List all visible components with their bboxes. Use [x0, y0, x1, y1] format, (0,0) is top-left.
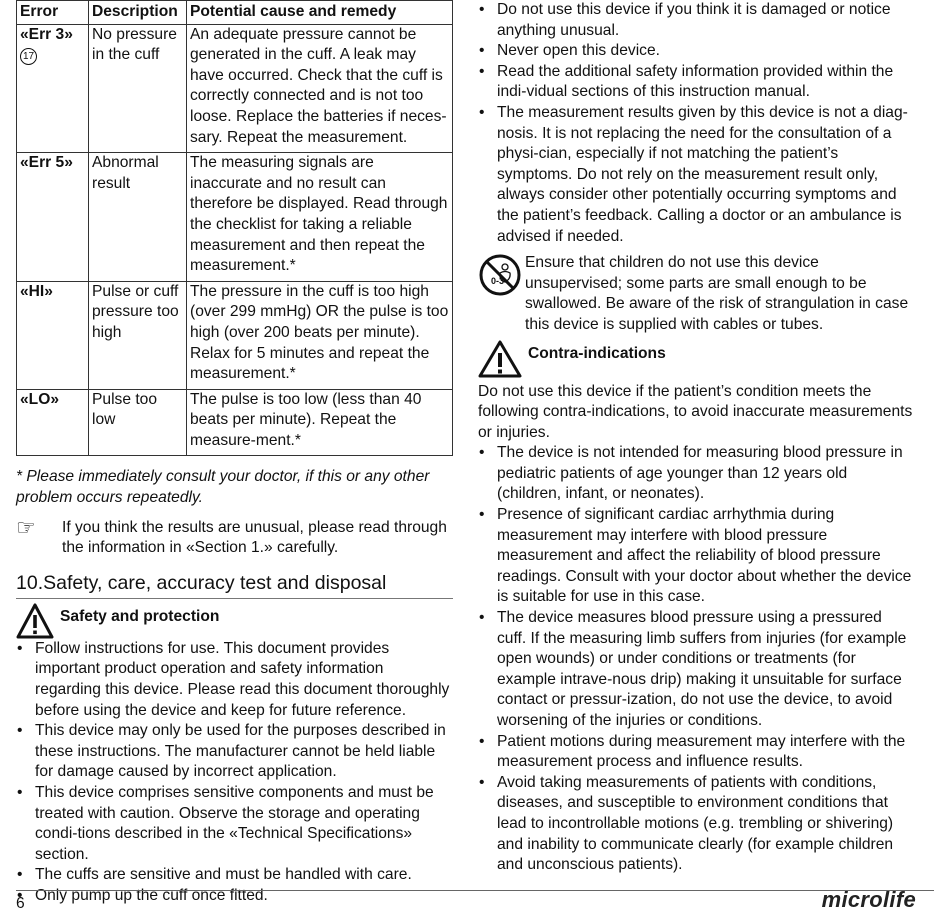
- table-row: [17, 389, 453, 456]
- error-code: «LO»: [17, 389, 89, 456]
- error-remedy: The pulse is too low (less than 40 beats per minute). Repeat the measure-ment.*: [187, 389, 453, 456]
- right-column: [478, 0, 914, 876]
- error-remedy: The pressure in the cuff is too high (over 299 mmHg) OR the pulse is too high (over 200 beats per minute). Relax for 5 minutes and repeat the measurement.*: [187, 281, 453, 389]
- contra-heading: [478, 340, 914, 378]
- reference-number: 17: [20, 48, 37, 65]
- table-row: [17, 24, 453, 153]
- error-table-header: [17, 1, 453, 25]
- error-description: Pulse or cuff pressure too high: [89, 281, 187, 389]
- error-code: «Err 5»: [17, 153, 89, 282]
- left-column: [16, 0, 453, 907]
- list-item: • The device is not intended for measuring blood pressure in pediatric patients of age younger than 12 years old (children, infant, or neonates).: [478, 443, 914, 505]
- contra-title: Contra-indications: [528, 344, 666, 362]
- list-item: • The cuffs are sensitive and must be handled with care.: [16, 865, 453, 886]
- child-warning: [478, 253, 914, 335]
- list-item: • Read the additional safety information provided within the indi-vidual sections of this instruction manual.: [478, 62, 914, 103]
- page-number: 6: [16, 895, 25, 912]
- list-item: • Only pump up the cuff once fitted.: [16, 886, 453, 907]
- list-item: • Presence of significant cardiac arrhythmia during measurement may interfere with blood pressure measurement and affect the reliability of blood pressure readings. Consult with your doctor about whether the device is suitable for use in this case.: [478, 505, 914, 608]
- list-item: • Follow instructions for use. This document provides important product operation and safety information regarding this device. Please read this document thoroughly before using the device and keep for future reference.: [16, 639, 453, 721]
- error-description: Pulse too low: [89, 389, 187, 456]
- list-item: • Never open this device.: [478, 41, 914, 62]
- safety-title: Safety and protection: [60, 607, 220, 625]
- contra-intro: Do not use this device if the patient’s condition meets the following contra-indications, to avoid inaccurate measurements or injuries.: [478, 382, 913, 441]
- error-table: [16, 0, 453, 456]
- child-warning-text: Ensure that children do not use this device unsupervised; some parts are small enough to be swallowed. Be aware of the risk of strangulation in case this device is supplied with cables or tubes.: [525, 254, 909, 333]
- safety-list-continued: [478, 0, 914, 247]
- list-item: • Do not use this device if you think it is damaged or notice anything unusual.: [478, 0, 914, 41]
- error-description: No pressure in the cuff: [89, 24, 187, 153]
- list-item: • The device measures blood pressure using a pressured cuff. If the measuring limb suffers from injuries (for example open wounds) or under conditions or treatments (for example intrave-nous drip) making it unsuitable for surface contact or pressur-ization, do not use the device, to avoid worsening of the injuries or conditions.: [478, 608, 914, 732]
- list-item: • Patient motions during measurement may interfere with the measurement process and influence results.: [478, 732, 914, 773]
- list-item: • The measurement results given by this device is not a diag-nosis. It is not replacing the need for the consultation of a physi-cian, especially if not matching the patient’s symptoms. Do not rely on the measurement result only, always consider other potentially occurring symptoms and the patient’s feedback. Calling a doctor or an ambulance is advised if needed.: [478, 103, 914, 247]
- warning-triangle-icon: [16, 603, 54, 639]
- list-item: • This device may only be used for the purposes described in these instructions. The manufacturer cannot be held liable for damage caused by incorrect application.: [16, 721, 453, 783]
- hint-text: If you think the results are unusual, please read through the information in «Section 1.» carefully.: [62, 518, 447, 557]
- error-code: «HI»: [17, 281, 89, 389]
- list-item: • Avoid taking measurements of patients with conditions, diseases, and susceptible to environment conditions that lead to incontrollable motions (e.g. trembling or shivering) and inability to communicate clearly (for example children and unconscious patients).: [478, 773, 914, 876]
- header-description: Description: [89, 1, 187, 25]
- table-row: [17, 281, 453, 389]
- safety-list: [16, 639, 453, 907]
- list-item: • This device comprises sensitive components and must be treated with caution. Observe the storage and operating condi-tions described in the «Technical Specifications» section.: [16, 783, 453, 865]
- contra-list: [478, 443, 914, 875]
- no-children-icon: [478, 253, 522, 297]
- age-label: 0-3: [491, 276, 505, 287]
- header-error: Error: [17, 1, 89, 25]
- footer-divider: [16, 890, 934, 891]
- pointing-hand-icon: ☞: [16, 514, 36, 540]
- safety-heading: [16, 603, 453, 639]
- section-title: 10.Safety, care, accuracy test and disposal: [16, 571, 453, 599]
- error-code: «Err 3»: [20, 25, 73, 43]
- header-remedy: Potential cause and remedy: [187, 1, 453, 25]
- error-code-cell: [17, 24, 89, 153]
- error-remedy: The measuring signals are inaccurate and no result can therefore be displayed. Read through the checklist for taking a reliable measurement and then repeat the measurement.*: [187, 153, 453, 282]
- error-remedy: An adequate pressure cannot be generated in the cuff. A leak may have occurred. Check that the cuff is correctly connected and is not too loose. Replace the batteries if neces-sary. Repeat the measurement.: [187, 24, 453, 153]
- hint-note: [16, 514, 453, 559]
- error-description: Abnormal result: [89, 153, 187, 282]
- table-row: [17, 153, 453, 282]
- footnote: * Please immediately consult your doctor, if this or any other problem occurs repeatedly.: [16, 468, 430, 507]
- warning-triangle-icon: [478, 340, 522, 378]
- brand-logo: microlife: [821, 887, 916, 912]
